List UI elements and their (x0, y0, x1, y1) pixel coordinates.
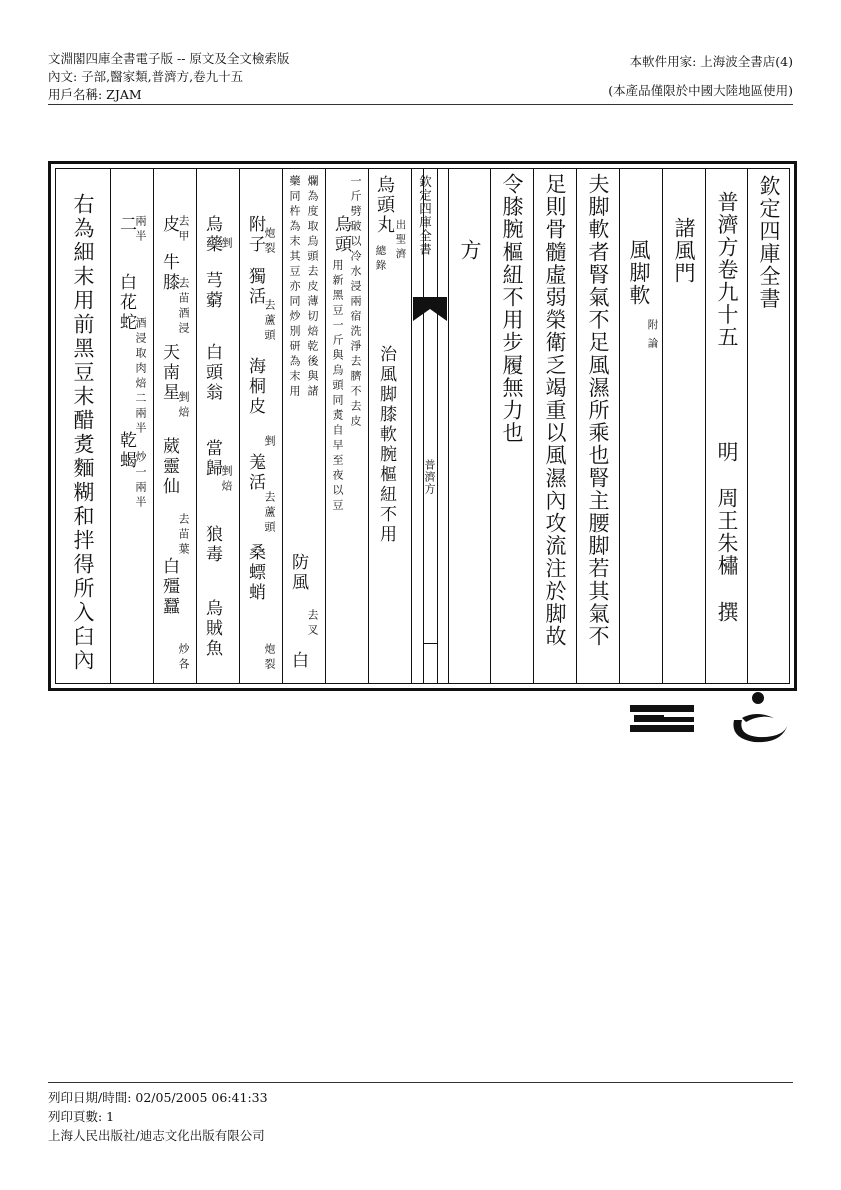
footer-print-pages: 列印頁數: 1 (48, 1109, 115, 1124)
ingredient-tiannanxing: 天南星 (159, 343, 179, 403)
ingredient-qianghuo: 羗活 (245, 453, 265, 493)
ingredient-note-haitongpi: 剉 (263, 435, 276, 450)
ingredient-note-duhuo: 去蘆頭 (263, 299, 276, 344)
header-product-title: 文淵閣四庫全書電子版 -- 原文及全文檢索版 (48, 51, 290, 66)
ingredient-note-tiannanxing: 剉焙 (177, 391, 190, 421)
body-text-2: 足則骨髓虛弱榮衛乏竭重以風濕內攻流注於脚故 (543, 173, 567, 648)
ingredient-note-ganxie: 炒一兩半 (134, 451, 147, 511)
band-book-name: 普濟方 (423, 459, 436, 495)
ingredient-note-niuxi: 去苗酒浸 (177, 277, 190, 337)
ingredient-erliang: 二 (116, 215, 136, 233)
topic-title: 風脚軟 (627, 239, 651, 307)
ingredient-bai: 白 (288, 651, 308, 669)
footer-publisher: 上海人民出版社/迪志文化出版有限公司 (48, 1128, 265, 1143)
body-text-3: 令膝腕樞紐不用步履無力也 (500, 173, 524, 445)
column-ingredients-5 (153, 169, 196, 683)
ingredient-danggui: 當歸 (202, 439, 222, 479)
author-name: 周王朱橚 (715, 487, 739, 577)
ingredient-note-2a: 爛為度取烏頭去皮薄切焙乾後與諸 (306, 175, 319, 400)
ingredient-note-qianghuo: 去蘆頭 (263, 491, 276, 536)
ingredient-note-1b: 用新黑豆一斤與烏頭同煑自早至夜以豆 (331, 259, 344, 514)
ingredient-baijiangcan: 白殭蠶 (159, 557, 179, 617)
ingredient-note-1a: 一斤劈破以冷水浸兩宿洗淨去臍不去皮 (349, 175, 362, 430)
ingredient-note-fuzi: 炮裂 (263, 227, 276, 257)
footer-rule (48, 1082, 793, 1083)
recipe-source-2: 總錄 (374, 245, 387, 274)
author-dynasty: 明 (715, 441, 739, 464)
ingredient-note-wuyao: 剉 (220, 237, 233, 252)
column-fang (448, 169, 490, 683)
column-ingredients-1 (325, 169, 368, 683)
column-text-2 (533, 169, 576, 683)
column-instructions (56, 169, 110, 683)
ingredient-pi: 皮 (159, 215, 179, 233)
ingredient-note-fangfeng: 去叉 (306, 609, 319, 639)
column-ingredients-6 (110, 169, 153, 683)
ingredient-note-baihuashe: 酒浸取肉焙二兩半 (134, 317, 147, 437)
page-inner-frame (55, 168, 790, 684)
column-ingredients-3 (239, 169, 282, 683)
topic-note: 附論 (646, 319, 659, 356)
fishtail-mark-icon (412, 297, 448, 323)
header-license (608, 50, 793, 98)
ingredient-niuxi: 牛膝 (159, 253, 179, 293)
column-category (662, 169, 705, 683)
fang-label: 方 (458, 239, 482, 262)
column-text-3 (490, 169, 533, 683)
author-action: 撰 (715, 601, 739, 624)
ingredient-note-baijiangcan: 炒各 (177, 643, 190, 673)
instructions-text: 右為細末用前黑豆末醋煑麵糊和拌得所入臼內 (71, 193, 95, 673)
ingredient-wutou: 烏頭 (331, 215, 351, 255)
ingredient-baitouweng: 白頭翁 (202, 343, 222, 403)
ingredient-haitongpi: 海桐皮 (245, 357, 265, 417)
publisher-logo-icon (624, 690, 796, 752)
ingredient-wuzeiyu: 烏賊魚 (202, 599, 222, 659)
column-text-1 (576, 169, 619, 683)
column-ingredients-2 (282, 169, 325, 683)
category-title: 諸風門 (672, 217, 696, 285)
ingredient-note-erliang: 兩半 (134, 215, 147, 245)
header-rule (48, 104, 793, 105)
ingredient-fuzi: 附子 (245, 215, 265, 255)
column-topic (619, 169, 662, 683)
footer-info (48, 1088, 268, 1145)
ingredient-note-weilingxian: 去苗葉 (177, 513, 190, 558)
ingredient-note-pi: 去甲 (177, 215, 190, 245)
ingredient-ganxie: 乾蝎 (116, 431, 136, 471)
center-band (411, 169, 448, 683)
ingredient-note-sangpiaoxiao: 炮裂 (263, 643, 276, 673)
header-info (48, 50, 289, 104)
column-recipe-name (368, 169, 411, 683)
ingredient-duhuo: 獨活 (245, 267, 265, 307)
header-username: 用戶名稱: ZJAM (48, 87, 142, 102)
recipe-name: 烏頭丸 (374, 175, 395, 235)
publisher-logo (624, 690, 796, 752)
header-restriction: (本產品僅限於中國大陸地區使用) (608, 83, 793, 98)
recipe-source: 出聖濟 (394, 219, 407, 263)
band-divider (423, 643, 437, 644)
volume-title: 普濟方卷九十五 (715, 191, 739, 349)
ingredient-fangfeng: 防風 (288, 553, 308, 593)
column-edition-title (747, 169, 789, 683)
ingredient-sangpiaoxiao: 桑螵蛸 (245, 543, 265, 603)
ingredient-note-2b: 藥同杵為末其豆亦同炒別研為末用 (288, 175, 301, 400)
column-ingredients-4 (196, 169, 239, 683)
recipe-indication: 治風脚膝軟腕樞紐不用 (376, 345, 396, 545)
page-frame (48, 161, 797, 691)
ingredient-langdu: 狼毒 (202, 525, 222, 565)
ingredient-wuyao: 烏藥 (202, 215, 222, 255)
footer-print-datetime: 列印日期/時間: 02/05/2005 06:41:33 (48, 1090, 268, 1105)
edition-title: 欽定四庫全書 (757, 175, 781, 310)
ingredient-baihuashe: 白花蛇 (116, 273, 136, 333)
body-text-1: 夫脚軟者腎氣不足風濕所乘也腎主腰脚若其氣不 (586, 173, 610, 648)
band-inner-line-right (437, 169, 438, 683)
band-title: 欽定四庫全書 (417, 175, 433, 256)
ingredient-note-danggui: 剉焙 (220, 465, 233, 495)
column-volume-title (705, 169, 747, 683)
header-licensee: 本軟件用家: 上海波全書店(4) (629, 54, 793, 69)
ingredient-xiongqiong: 芎藭 (202, 271, 222, 311)
header-content-path: 內文: 子部,醫家類,普濟方,卷九十五 (48, 69, 244, 84)
ingredient-weilingxian: 葳靈仙 (159, 437, 179, 497)
